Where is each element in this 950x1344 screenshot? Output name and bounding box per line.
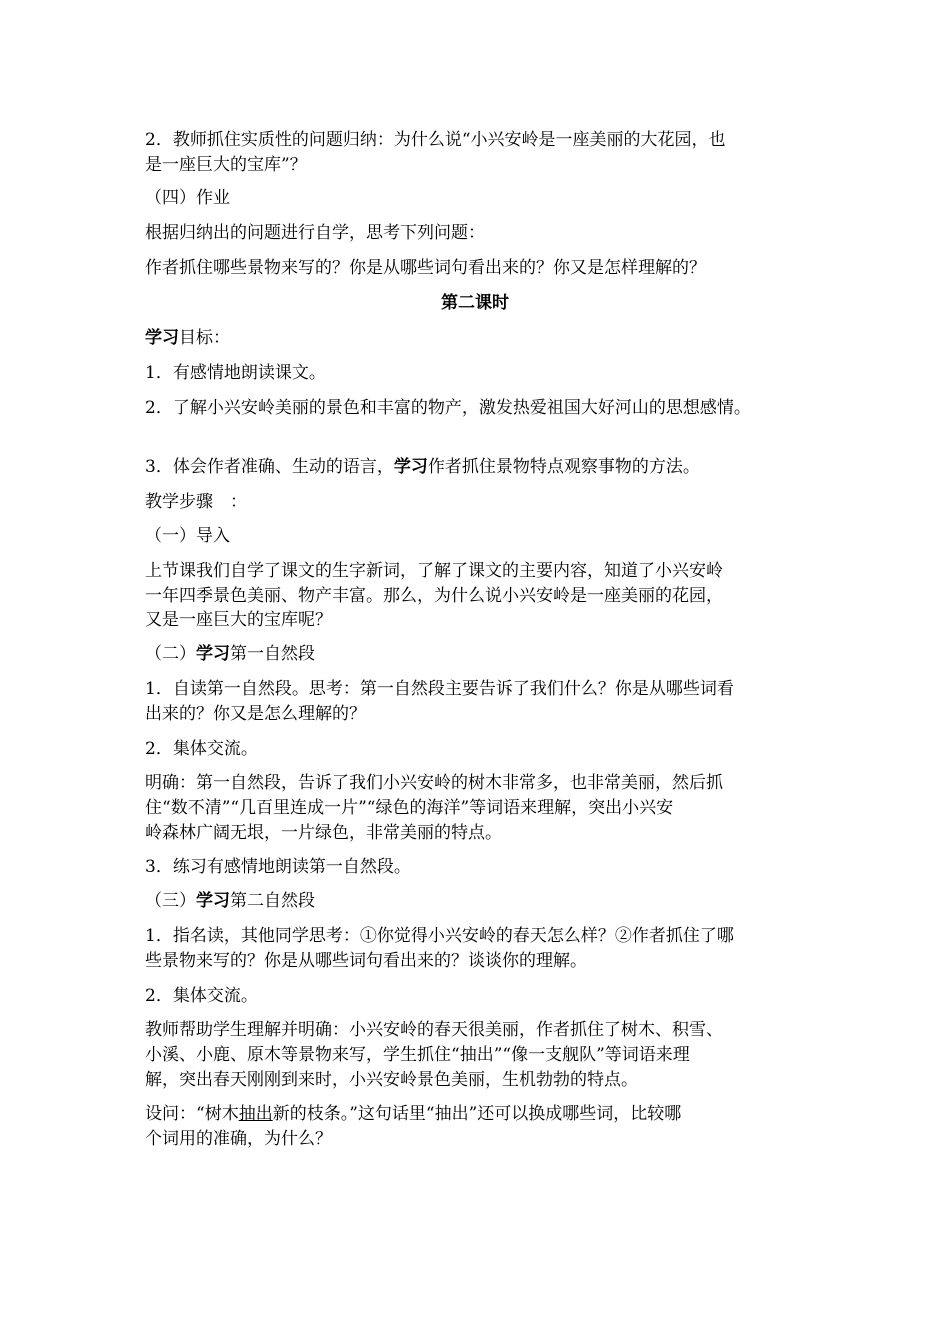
paragraph-line: 明确：第一自然段，告诉了我们小兴安岭的树木非常多，也非常美丽，然后抓 — [145, 773, 723, 793]
paragraph-line: 根据归纳出的问题进行自学，思考下列问题： — [145, 223, 485, 243]
section-heading — [145, 642, 315, 666]
paragraph-line: 3．练习有感情地朗读第一自然段。 — [145, 857, 411, 877]
q-post: 新的枝条。”这句话里“抽出”还可以换成哪些词，比较哪 — [272, 1104, 682, 1124]
paragraph-line: 小溪、小鹿、原木等景物来写，学生抓住“抽出”“像一支舰队”等词语来理 — [145, 1045, 690, 1065]
s2-pre: （二） — [145, 644, 196, 664]
paragraph-line: 些景物来写的？你是从哪些词句看出来的？谈谈你的理解。 — [145, 951, 587, 971]
s2-bold: 学习 — [196, 644, 230, 664]
lesson-title: 第二课时 — [441, 293, 509, 313]
paragraph-line: 又是一座巨大的宝库呢？ — [145, 610, 332, 630]
s3-post: 第二自然段 — [230, 891, 315, 911]
paragraph-line: 作者抓住哪些景物来写的？你是从哪些词句看出来的？你又是怎样理解的？ — [145, 258, 706, 278]
q-underline: 抽出 — [238, 1104, 273, 1124]
section-heading: （一）导入 — [145, 526, 230, 546]
paragraph-line: 岭森林广阔无垠，一片绿色，非常美丽的特点。 — [145, 823, 502, 843]
section-heading — [145, 889, 315, 913]
question-line: 个词用的准确，为什么？ — [145, 1129, 332, 1149]
goal3-post: 作者抓住景物特点观察事物的方法。 — [427, 457, 700, 477]
paragraph-line: 一年四季景色美丽、物产丰富。那么，为什么说小兴安岭是一座美丽的花园， — [145, 586, 723, 606]
paragraph-line: 2．集体交流。 — [145, 986, 258, 1006]
section-heading: （四）作业 — [145, 188, 230, 208]
paragraph-line: 教师帮助学生理解并明确：小兴安岭的春天很美丽，作者抓住了树木、积雪、 — [145, 1020, 723, 1040]
s3-pre: （三） — [145, 891, 196, 911]
s2-post: 第一自然段 — [230, 644, 315, 664]
goal-label-rest: 目标： — [179, 328, 230, 348]
goal-item — [145, 455, 700, 479]
paragraph-line: 上节课我们自学了课文的生字新词，了解了课文的主要内容，知道了小兴安岭 — [145, 561, 723, 581]
goal-label — [145, 326, 230, 350]
paragraph-line: 2．集体交流。 — [145, 739, 258, 759]
goal3-pre: 3．体会作者准确、生动的语言， — [145, 457, 394, 477]
s3-bold: 学习 — [196, 891, 230, 911]
goal-item: 1．有感情地朗读课文。 — [145, 363, 326, 383]
goal-item: 2．了解小兴安岭美丽的景色和丰富的物产，激发热爱祖国大好河山的思想感情。 — [145, 398, 751, 418]
paragraph-line: 是一座巨大的宝库”？ — [145, 155, 307, 175]
question-line — [145, 1102, 681, 1126]
paragraph-line: 2．教师抓住实质性的问题归纳：为什么说“小兴安岭是一座美丽的大花园，也 — [145, 130, 726, 150]
steps-label: 教学步骤 ： — [145, 492, 247, 512]
goal3-bold: 学习 — [393, 457, 428, 477]
paragraph-line: 住“数不清”“几百里连成一片”“绿色的海洋”等词语来理解，突出小兴安 — [145, 798, 674, 818]
paragraph-line: 解，突出春天刚刚到来时，小兴安岭景色美丽，生机勃勃的特点。 — [145, 1070, 638, 1090]
q-pre: 设问：“树木 — [145, 1104, 239, 1124]
goal-label-bold: 学习 — [145, 328, 179, 348]
paragraph-line: 出来的？你又是怎么理解的？ — [145, 704, 366, 724]
paragraph-line: 1．自读第一自然段。思考：第一自然段主要告诉了我们什么？你是从哪些词看 — [145, 679, 734, 699]
paragraph-line: 1．指名读，其他同学思考：①你觉得小兴安岭的春天怎么样？②作者抓住了哪 — [145, 926, 734, 946]
